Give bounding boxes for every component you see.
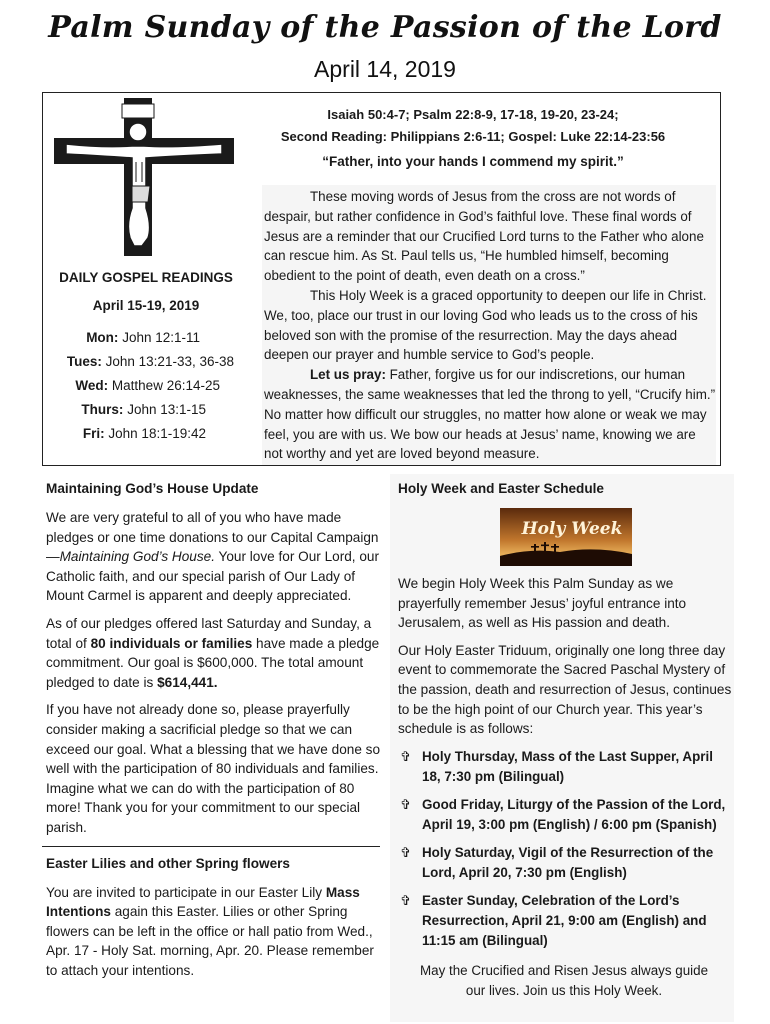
holyweek-paragraph: We begin Holy Week this Palm Sunday as we prayerfully remember Jesus’ joyful entrance into Jerusalem, as well as His passion and death. bbox=[398, 576, 687, 631]
daily-gospel-readings bbox=[48, 270, 244, 448]
right-column bbox=[390, 474, 734, 1022]
holy-week-banner bbox=[500, 508, 632, 566]
left-column bbox=[42, 474, 382, 988]
schedule-item: ✞ Easter Sunday, Celebration of the Lord’s Resurrection, April 21, 9:00 am (English) and 11:15 am (Bilingual) bbox=[400, 892, 707, 948]
daily-row: Mon: John 12:1-11 bbox=[86, 330, 200, 345]
cross-bullet-icon: ✞ bbox=[400, 844, 412, 860]
reflection-text: These moving words of Jesus from the cross are not words of despair, but rather confidence in God’s faithful love. These final words of Jesus are a reminder that our Crucified Lord turns to the Father who alone can rescue him. As St. Paul tells us, “He humbled himself, becoming obedient to the point of death, even death on a cross.” This Holy Week is a graced opportunity to deepen our life in Christ. We, too, place our trust in our loving God who leads us to the cross of his beloved son with the promise of the resurrection. May the days ahead deepen our prayer and humble service to God’s people. Let us pray: Father, forgive us for our indiscretions, our human weaknesses, the same weaknesses that led the throng to yell, “Crucify him.” No matter how difficult our struggles, no matter how alone or weak we may feel, you are with us. We bow our heads at Jesus’ name, knowing we are not worthy and yet are loved beyond measure. bbox=[262, 185, 716, 465]
page-title: Palm Sunday of the Passion of the Lord bbox=[48, 10, 722, 45]
daily-row: Tues: John 13:21-33, 36-38 bbox=[66, 354, 234, 369]
daily-heading: DAILY GOSPEL READINGS bbox=[59, 270, 233, 285]
daily-dates: April 15-19, 2019 bbox=[92, 298, 200, 313]
lilies-heading: Easter Lilies and other Spring flowers bbox=[46, 855, 290, 871]
schedule-item: ✞ Holy Saturday, Vigil of the Resurrection of the Lord, April 20, 7:30 pm (English) bbox=[400, 844, 714, 880]
crucifix-icon bbox=[54, 98, 234, 256]
schedule-list bbox=[394, 747, 734, 951]
gospel-quote: “Father, into your hands I commend my spirit.” bbox=[322, 154, 624, 169]
maintaining-paragraph: We are very grateful to all of you who have made pledges or one time donations to our Capital Campaign—Maintaining God’s House. Your love for Our Lord, our Catholic faith, and our special parish of Our Lady of Mount Carmel is apparent and deeply appreciated. bbox=[46, 510, 379, 604]
schedule-item: ✞ Good Friday, Liturgy of the Passion of the Lord, April 19, 3:00 pm (English) / 6:00 pm (Spanish) bbox=[400, 796, 726, 832]
scripture-references: Isaiah 50:4-7; Psalm 22:8-9, 17-18, 19-20, 23-24; Second Reading: Philippians 2:6-11; Gospel: Luke 22:14-23:56 bbox=[280, 107, 666, 144]
lilies-paragraph: You are invited to participate in our Easter Lily Mass Intentions again this Easter. Lilies or other Spring flowers can be left in the office or hall patio from Wed., Apr. 17 - Holy Sat. morning, Apr. 20. Please remember to attach your intentions. bbox=[46, 884, 374, 978]
divider bbox=[42, 846, 380, 847]
cross-bullet-icon: ✞ bbox=[400, 892, 412, 908]
banner-text: Holy Week bbox=[521, 519, 623, 539]
schedule-item: ✞ Holy Thursday, Mass of the Last Supper, April 18, 7:30 pm (Bilingual) bbox=[400, 748, 713, 784]
cross-bullet-icon: ✞ bbox=[400, 796, 412, 812]
page-date: April 14, 2019 bbox=[314, 56, 456, 82]
holyweek-paragraph: Our Holy Easter Triduum, originally one long three day event to commemorate the Sacred Paschal Mystery of the passion, death and resurrection of Jesus, continues to be the high point of our Church year. This year’s schedule is as follows: bbox=[398, 642, 732, 737]
maintaining-heading: Maintaining God’s House Update bbox=[46, 481, 259, 496]
maintaining-paragraph: If you have not already done so, please prayerfully consider making a sacrificial pledge so that we can exceed our goal. What a blessing that we have done so well with the participation of 80 individuals and families. Imagine what we can do with the participation of 80 more! Thank you for your commitment to our special parish. bbox=[46, 702, 381, 835]
holyweek-heading: Holy Week and Easter Schedule bbox=[398, 481, 604, 496]
daily-row: Fri: John 18:1-19:42 bbox=[82, 426, 206, 441]
cross-bullet-icon: ✞ bbox=[400, 748, 412, 764]
daily-row: Wed: Matthew 26:14-25 bbox=[75, 378, 220, 393]
maintaining-paragraph: As of our pledges offered last Saturday and Sunday, a total of 80 individuals or families have made a pledge commitment. Our goal is $600,000. The total amount pledged to date is $614,441. bbox=[46, 615, 380, 690]
closing-text: May the Crucified and Risen Jesus always guide our lives. Join us this Holy Week. bbox=[419, 962, 709, 998]
daily-row: Thurs: John 13:1-15 bbox=[81, 402, 206, 417]
